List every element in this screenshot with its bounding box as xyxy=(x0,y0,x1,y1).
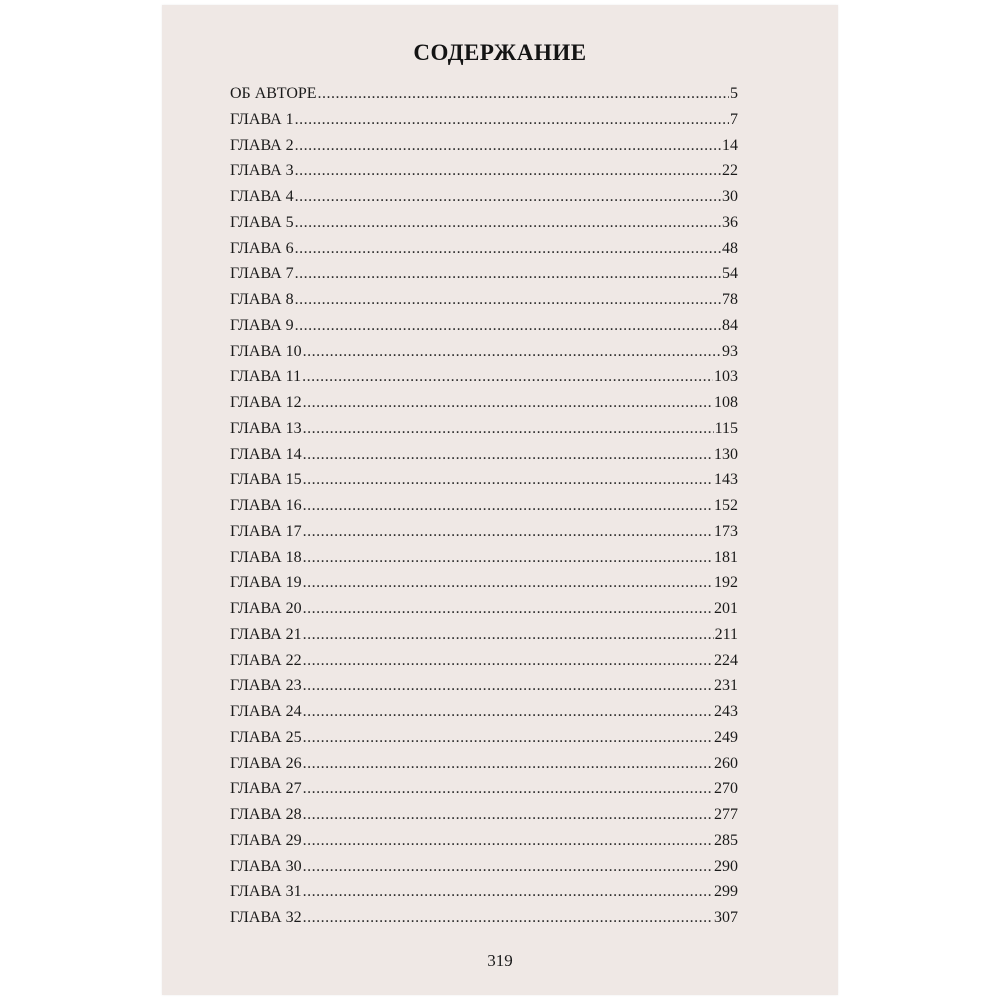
toc-entry xyxy=(230,600,738,626)
toc-entry xyxy=(230,394,738,420)
toc-dot-leader xyxy=(303,394,713,412)
toc-entry xyxy=(230,574,738,600)
toc-entry-label: ГЛАВА 25 xyxy=(230,728,302,746)
toc-dot-leader xyxy=(303,652,713,670)
toc-entry-label: ГЛАВА 27 xyxy=(230,780,302,798)
toc-dot-leader xyxy=(303,729,713,747)
toc-dot-leader xyxy=(303,420,714,438)
toc-entry-page: 14 xyxy=(722,136,738,154)
toc-entry-label: ГЛАВА 32 xyxy=(230,909,302,926)
toc-entry xyxy=(230,471,738,497)
toc-dot-leader xyxy=(303,471,713,489)
toc-dot-leader xyxy=(303,343,721,361)
toc-entry xyxy=(230,162,738,188)
toc-dot-leader xyxy=(303,755,713,773)
toc-entry-page: 243 xyxy=(714,703,738,720)
toc-dot-leader xyxy=(295,137,721,155)
table-of-contents xyxy=(230,85,738,935)
toc-dot-leader xyxy=(295,291,721,309)
toc-entry-page: 30 xyxy=(722,188,738,205)
toc-entry-label: ГЛАВА 31 xyxy=(230,883,302,901)
toc-entry-label: ГЛАВА 13 xyxy=(230,419,302,437)
toc-dot-leader xyxy=(303,703,713,721)
toc-entry xyxy=(230,265,738,291)
toc-entry-label: ГЛАВА 5 xyxy=(230,213,294,231)
toc-entry-label: ОБ АВТОРЕ xyxy=(230,85,317,102)
toc-entry-label: ГЛАВА 10 xyxy=(230,342,302,360)
toc-dot-leader xyxy=(303,600,713,618)
toc-entry-page: 54 xyxy=(722,265,738,283)
toc-entry xyxy=(230,652,738,678)
toc-entry-page: 152 xyxy=(714,497,738,514)
toc-entry-label: ГЛАВА 7 xyxy=(230,265,294,283)
toc-dot-leader xyxy=(303,549,713,567)
toc-entry-page: 249 xyxy=(714,728,738,746)
toc-entry-label: ГЛАВА 21 xyxy=(230,625,302,643)
toc-entry xyxy=(230,806,738,832)
book-page xyxy=(162,5,838,995)
toc-dot-leader xyxy=(303,523,713,541)
toc-dot-leader xyxy=(295,214,721,232)
toc-entry-label: ГЛАВА 4 xyxy=(230,188,294,205)
toc-entry-page: 201 xyxy=(714,600,738,617)
toc-entry xyxy=(230,832,738,858)
toc-entry xyxy=(230,858,738,884)
toc-entry-page: 173 xyxy=(714,522,738,540)
toc-entry-label: ГЛАВА 8 xyxy=(230,291,294,308)
toc-entry-page: 22 xyxy=(722,162,738,180)
toc-dot-leader xyxy=(318,85,729,103)
toc-dot-leader xyxy=(295,240,721,258)
toc-entry-label: ГЛАВА 17 xyxy=(230,522,302,540)
toc-entry xyxy=(230,85,738,111)
toc-entry xyxy=(230,523,738,549)
toc-entry xyxy=(230,677,738,703)
toc-entry-page: 290 xyxy=(714,857,738,875)
toc-entry-label: ГЛАВА 30 xyxy=(230,857,302,875)
toc-dot-leader xyxy=(303,909,713,927)
toc-dot-leader xyxy=(303,806,713,824)
toc-entry-page: 78 xyxy=(722,291,738,308)
toc-entry-label: ГЛАВА 12 xyxy=(230,394,302,411)
toc-entry-page: 103 xyxy=(714,368,738,386)
toc-entry-page: 181 xyxy=(714,548,738,566)
toc-entry-page: 285 xyxy=(714,831,738,849)
toc-entry-label: ГЛАВА 14 xyxy=(230,445,302,463)
toc-entry-label: ГЛАВА 20 xyxy=(230,600,302,617)
toc-entry xyxy=(230,317,738,343)
toc-entry-label: ГЛАВА 28 xyxy=(230,806,302,823)
toc-dot-leader xyxy=(303,832,713,850)
toc-entry xyxy=(230,188,738,214)
toc-entry-label: ГЛАВА 24 xyxy=(230,703,302,720)
toc-entry xyxy=(230,291,738,317)
toc-dot-leader xyxy=(303,497,713,515)
toc-entry-label: ГЛАВА 19 xyxy=(230,574,302,592)
toc-entry xyxy=(230,420,738,446)
toc-entry xyxy=(230,549,738,575)
toc-entry-page: 192 xyxy=(714,574,738,592)
toc-entry-label: ГЛАВА 2 xyxy=(230,136,294,154)
toc-entry-page: 48 xyxy=(722,239,738,257)
toc-entry-page: 108 xyxy=(714,394,738,411)
toc-entry-page: 211 xyxy=(714,625,738,643)
toc-entry-label: ГЛАВА 9 xyxy=(230,316,294,334)
toc-entry-label: ГЛАВА 18 xyxy=(230,548,302,566)
toc-entry-page: 115 xyxy=(714,419,738,437)
toc-dot-leader xyxy=(295,188,721,206)
toc-entry xyxy=(230,729,738,755)
toc-dot-leader xyxy=(295,265,721,283)
toc-entry-page: 277 xyxy=(714,806,738,823)
page-number: 319 xyxy=(487,951,513,970)
toc-entry-page: 5 xyxy=(730,85,738,102)
toc-entry-label: ГЛАВА 22 xyxy=(230,651,302,669)
toc-dot-leader xyxy=(303,858,713,876)
toc-entry xyxy=(230,343,738,369)
toc-dot-leader xyxy=(303,780,713,798)
toc-entry-page: 130 xyxy=(714,445,738,463)
toc-entry-label: ГЛАВА 16 xyxy=(230,497,302,514)
toc-dot-leader xyxy=(303,446,713,464)
toc-entry xyxy=(230,703,738,729)
bleed-through-texture xyxy=(722,45,992,645)
toc-entry-page: 224 xyxy=(714,651,738,669)
toc-entry-label: ГЛАВА 29 xyxy=(230,831,302,849)
toc-entry-page: 36 xyxy=(722,213,738,231)
toc-entry-page: 84 xyxy=(722,316,738,334)
toc-entry xyxy=(230,368,738,394)
toc-entry-label: ГЛАВА 3 xyxy=(230,162,294,180)
toc-entry-label: ГЛАВА 15 xyxy=(230,471,302,489)
toc-entry-label: ГЛАВА 23 xyxy=(230,677,302,695)
page-title: СОДЕРЖАНИЕ xyxy=(413,40,587,65)
toc-entry xyxy=(230,137,738,163)
toc-dot-leader xyxy=(302,368,713,386)
toc-entry-page: 231 xyxy=(714,677,738,695)
toc-dot-leader xyxy=(295,111,729,129)
toc-entry xyxy=(230,497,738,523)
toc-entry-page: 93 xyxy=(722,342,738,360)
toc-entry-page: 270 xyxy=(714,780,738,798)
toc-entry xyxy=(230,446,738,472)
toc-entry xyxy=(230,111,738,137)
toc-dot-leader xyxy=(303,626,714,644)
toc-entry xyxy=(230,626,738,652)
toc-entry-label: ГЛАВА 1 xyxy=(230,110,294,128)
toc-entry xyxy=(230,755,738,781)
toc-entry-label: ГЛАВА 11 xyxy=(230,368,302,386)
toc-entry-label: ГЛАВА 26 xyxy=(230,754,302,772)
toc-entry xyxy=(230,883,738,909)
toc-entry-page: 260 xyxy=(714,754,738,772)
toc-entry xyxy=(230,214,738,240)
toc-dot-leader xyxy=(303,883,713,901)
toc-dot-leader xyxy=(295,162,721,180)
toc-entry-page: 143 xyxy=(714,471,738,489)
toc-entry-label: ГЛАВА 6 xyxy=(230,239,294,257)
toc-entry-page: 307 xyxy=(714,909,738,926)
toc-entry xyxy=(230,240,738,266)
toc-dot-leader xyxy=(295,317,721,335)
toc-entry-page: 299 xyxy=(714,883,738,901)
toc-dot-leader xyxy=(303,574,713,592)
toc-entry-page: 7 xyxy=(730,110,738,128)
toc-entry xyxy=(230,780,738,806)
toc-dot-leader xyxy=(303,677,713,695)
toc-entry xyxy=(230,909,738,935)
